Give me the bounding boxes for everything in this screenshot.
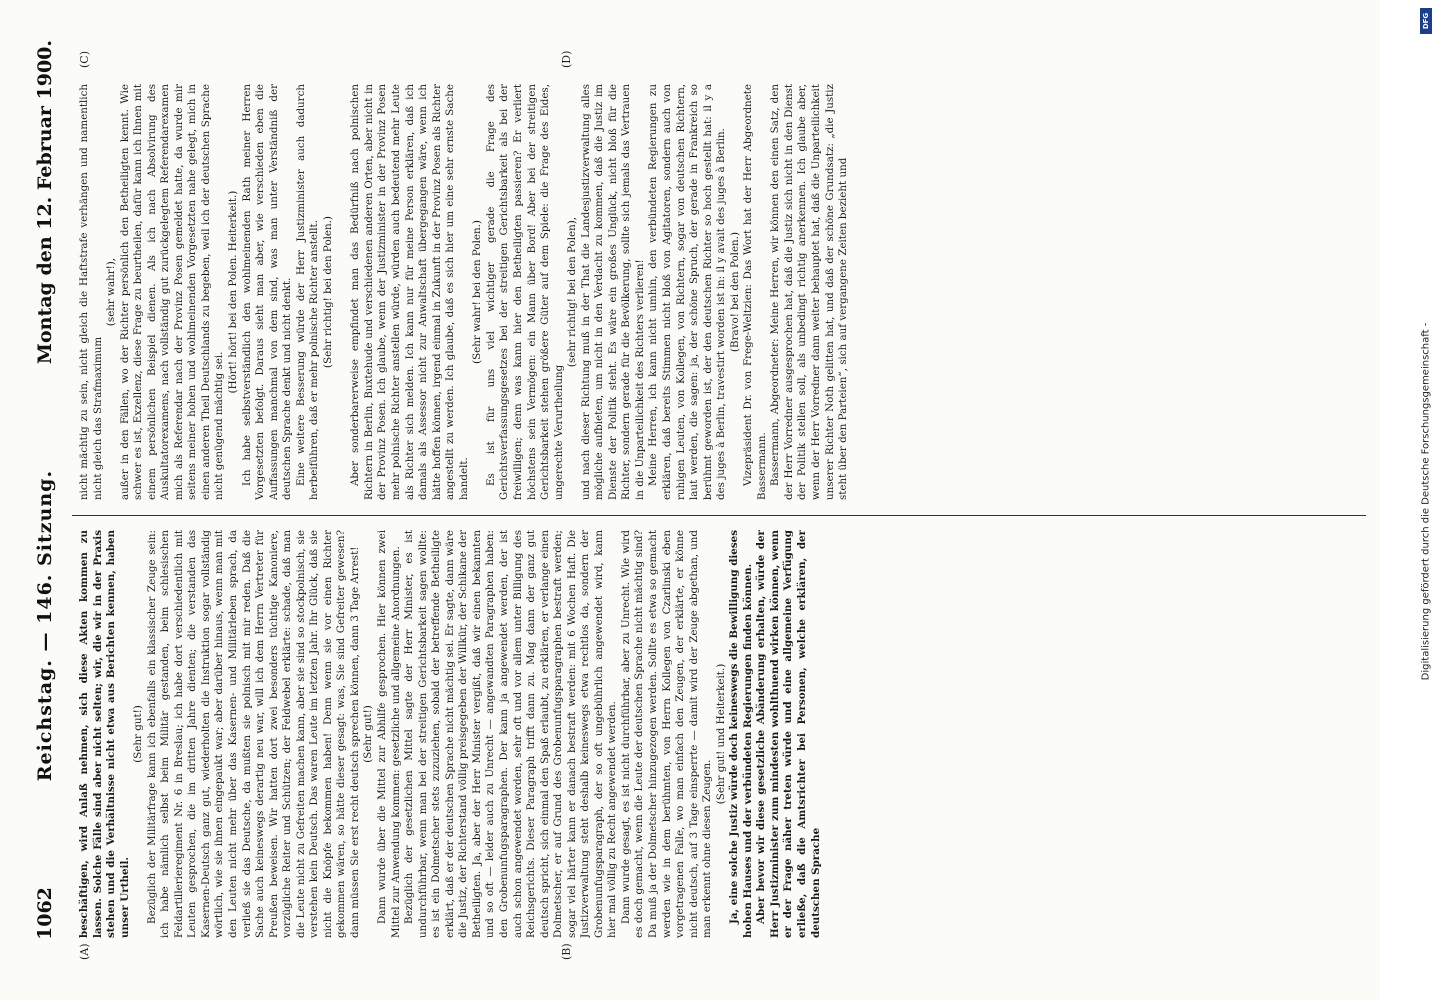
- interjection: (Sehr gut!): [362, 705, 375, 763]
- interjection: (sehr richtig! bei den Polen),: [566, 216, 579, 368]
- running-head: [28, 40, 62, 940]
- paragraph: Es ist für uns viel wichtiger gerade die Frage des Gerichtsverfassungsgesetzes bei der streitigen Gerichtsbarkeit als bei der freiwilligen; denn was kann hier den Betheiligten passieren? Er verliert höchstens sein Vermögen: ein Mann über Bord! Aber bei der streitigen Gerichtsbarkeit stehen größere Güter auf dem Spiele: die Frage des Eides, ungerechte Verurtheilung: [484, 84, 565, 500]
- paragraph: Ja, eine solche Justiz würde doch keineswegs die Bewilligung dieses hohen Hauses und der verbündeten Regierungen finden können.: [728, 530, 754, 938]
- interjection: (Sehr richtig! bei den Polen.): [321, 216, 334, 368]
- interjection: (Hört! hört! bei den Polen. Heiterkeit.): [227, 190, 240, 394]
- session-title: Reichstag. — 146. Sitzung.: [34, 469, 56, 782]
- issue-date: Montag den 12. Februar 1900.: [34, 40, 56, 365]
- paragraph: Bezüglich der Militärfrage kann ich ebenfalls ein klassischer Zeuge sein: ich habe nämlich selbst beim Militär gestanden, beim schlesischen Feldartillerieregiment Nr. 6 in Breslau; ich habe dort verschiedentlich mit Leuten gesprochen, die im dritten Jahre dienten; die verstanden das Kasernen-Deutsch ganz gut, wiederholten die Instruktion sogar vollständig wörtlich, wie sie ihnen eingepaukt war; aber darüber hinaus, wenn man mit den Leuten nicht mehr über das Kasernen- und Militärleben sprach, da verließ sie das Deutsche, da mußten sie polnisch mit mir reden. Daß die Sache auch keineswegs derartig neu war, will ich dem Herrn Vertreter für Preußen beweisen. Wir hatten dort zwei besonders tüchtige Kanoniere, vorzügliche Reiter und Schützen; der Feldwebel erklärte: schade, daß man die Leute nicht zu Gefreiten machen kann, aber sie sind so stockpolnisch, sie verstehen kein Deutsch. Das waren Leute im letzten Jahr. Ihr Glück, daß sie nicht die Knöpfe bekommen haben! Denn wenn sie vor einen Richter gekommen wären, so hätte dieser gesagt: was, Sie sind Gefreiter gewesen? dann müssen Sie erst recht deutsch sprechen können, dann 3 Tage Arrest!: [145, 530, 361, 938]
- page-number: 1062: [34, 887, 56, 940]
- paragraph: Dann wurde über die Mittel zur Abhilfe gesprochen. Hier können zwei Mittel zur Anwendung kommen: gesetzliche und allgemeine Anordnungen.: [376, 530, 402, 938]
- dfg-logo: DFG: [1420, 8, 1432, 34]
- paragraph: Meine Herren, ich kann nicht umhin, den verbündeten Regierungen zu erklären, daß bereits Stimmen nicht bloß von Agitatoren, sondern auch von ruhigen Leuten, von Kollegen, von Richtern, sogar von deutschen Richtern, laut werden, die sagen: ja, der schöne Spruch, der gerade in Frankreich so berühmt geworden ist, der den deutschen Richter so hoch gestellt hat: il y a des juges à Berlin, travestirt worden ist in: il y avait des juges à Berlin.: [647, 84, 728, 500]
- paragraph: Dann wurde gesagt, es ist nicht durchführbar, aber zu Unrecht. Wie wird es doch gemacht, wenn die Leute der deutschen Sprache nicht mächtig sind? Da muß ja der Dolmetscher hinzugezogen werden. Sollte es etwa so gemacht werden wie in dem berühmten, von Herrn Kollegen von Czarlinski eben vorgetragenen Falle, wo man einfach den Zeugen, der erklärte, er könne nicht deutsch, auf 3 Tage einsperrte — damit wird der Zeuge abgethan, und man erkennt ohne diesen Zeugen.: [619, 530, 714, 938]
- digitization-credit: [1418, 6, 1434, 996]
- interjection: (Bravo! bei den Polen.): [728, 232, 741, 352]
- interjection: (Sehr wahr! bei den Polen.): [471, 220, 484, 364]
- interjection: (Sehr gut! und Heiterkeit.): [714, 663, 727, 805]
- paragraph: Aber sonderbarerweise empfindet man das Bedürfniß nach polnischen Richtern in Berlin, Buxtehude und verschiedenen anderen Orten, aber nicht in der Provinz Posen. Ich glaube, wenn der Justizminister in der Provinz Posen mehr polnische Richter anstellen würde, würden auch bedeutend mehr Leute als Richter sich melden. Ich kann nur für meine Person erklären, daß ich damals als Assessor nicht zur Anwaltschaft übergegangen wäre, wenn ich hätte hoffen können, irgend einmal in Zukunft in der Provinz Posen als Richter angestellt zu werden. Ich glaube, daß es sich hier um eine sehr ernste Sache handelt.: [349, 84, 470, 500]
- paragraph: Vizepräsident Dr. von Frege-Weltzien: Das Wort hat der Herr Abgeordnete Bassermann.: [742, 84, 768, 500]
- credit-text: Digitalisierung gefördert durch die Deutsche Forschungsgemeinschaft -: [1420, 322, 1432, 680]
- margin-marker-d: (D): [560, 50, 573, 68]
- paragraph: nicht mächtig zu sein, nicht gleich die Haftstrafe verhängen und namentlich nicht gleich das Strafmaximum: [78, 84, 104, 500]
- paragraph: Ich habe selbstverständlich den wohlmeinenden Rath meiner Herren Vorgesetzten befolgt. Daraus sieht man aber, wie verschieden eben die Auffassungen manchmal von dem sind, was man unter Verständniß der deutschen Sprache denkt und nicht denkt.: [240, 84, 294, 500]
- text-column-right: [78, 84, 1366, 500]
- paragraph: Eine weitere Besserung würde der Herr Justizminister auch dadurch herbeiführen, daß er mehr polnische Richter anstellt.: [294, 84, 321, 500]
- paragraph: und nach dieser Richtung muß in der That die Landesjustizverwaltung alles mögliche aufbieten, um nicht in den Verdacht zu kommen, daß die Justiz im Dienste der Politik steht. Es wäre ein großes Unglück, nicht bloß für die Richter, sondern gerade für die Bevölkerung, sollte sich jemals das Vertrauen in die Unparteilichkeit des Richters verlieren!: [579, 84, 646, 500]
- margin-marker-b: (B): [560, 943, 573, 960]
- paragraph: Bezüglich der gesetzlichen Mittel sagte der Herr Minister, es ist undurchführbar, wenn man bei der streitigen Gerichtsbarkeit sagen wollte: es ist ein Dolmetscher stets zuzuziehen, sobald der betreffende Betheiligte erklärt, daß er der deutschen Sprache nicht mächtig sei. Er sagte, dann wäre die Justiz, der Richterstand völlig preisgegeben der Willkür, der Schikane der Betheiligten. Ja, aber der Herr Minister vergißt, daß wir einen bekannten und so oft — leider auch zu Unrecht — angewandten Paragraphen haben: den Grobenunfugsparagraphen. Der kann ja angewendet werden, der ist auch schon angewendet worden, sehr oft und vor allem unter Billigung des Reichsgerichts. Dieser Paragraph trifft dann zu. Mag dann der ganz gut deutsch spricht, sich einmal den Spaß erlaubt, zu erklären, er verlange einen Dolmetscher, er auf Grund des Grobenunfugsparagraphen bestraft werden; sogar viel härter kann er danach bestraft werden: mit 6 Wochen Haft. Die Justizverwaltung steht deshalb keineswegs etwa rechtlos da, sondern der Grobenunfugsparagraph, der so oft ungebührlich angewendet wird, kann hier mal völlig zu Recht angewendet werden.: [403, 530, 619, 938]
- interjection: (Sehr gut!): [132, 705, 145, 763]
- column-rule: [72, 515, 1366, 516]
- margin-marker-c: (C): [78, 51, 91, 68]
- margin-marker-a: (A): [78, 943, 91, 960]
- paragraph: außer in den Fällen, wo der Richter persönlich den Betheiligten kennt. Wie schwer es ist, Exzellenz, diese Frage zu beurtheilen, dafür kann ich Ihnen mit einem persönlichen Beispiel dienen. Als ich nach Absolvirung des Auskultatorexamens, nach vollständig gut zurückgelegtem Referendarexamen mich als Referendar nach der Provinz Posen gemeldet hatte, da wurde mir seitens meiner hohen und wohlmeinenden Vorgesetzten nahe gelegt, mich in einen anderen Theil Deutschlands zu begeben, weil ich der deutschen Sprache nicht genügend mächtig sei.: [118, 84, 226, 500]
- paragraph: Bassermann, Abgeordneter: Meine Herren, wir können den einen Satz, den der Herr Vorredner ausgesprochen hat, daß die Justiz sich nicht in den Dienst der Politik stellen soll, als unbedingt richtig anerkennen. Ich glaube aber, wenn der Herr Vorredner dann weiter behauptet hat, daß die Unparteilichkeit unserer Richter Noth gelitten hat, und daß der schöne Grundsatz: „die Justiz steht über den Parteien“, sich auf vergangene Zeiten bezieht und: [769, 84, 850, 500]
- paragraph: beschäftigen, wird Anlaß nehmen, sich diese Akten kommen zu lassen. Solche Fälle sind aber nicht selten; wir, die wir in der Praxis stehen und die Verhältnisse nicht etwa aus Berichten kennen, haben unser Urtheil.: [78, 530, 131, 938]
- paragraph: Aber bevor wir diese gesetzliche Abänderung erhalten, würde der Herr Justizminister zum mindesten wohlthuend wirken können, wenn er der Frage näher treten würde und eine allgemeine Verfügung erließe, daß die Amtsrichter bei Personen, welche erklären, der deutschen Sprache: [755, 530, 822, 938]
- interjection: (sehr wahr!),: [105, 257, 118, 327]
- text-column-left: [78, 530, 1366, 938]
